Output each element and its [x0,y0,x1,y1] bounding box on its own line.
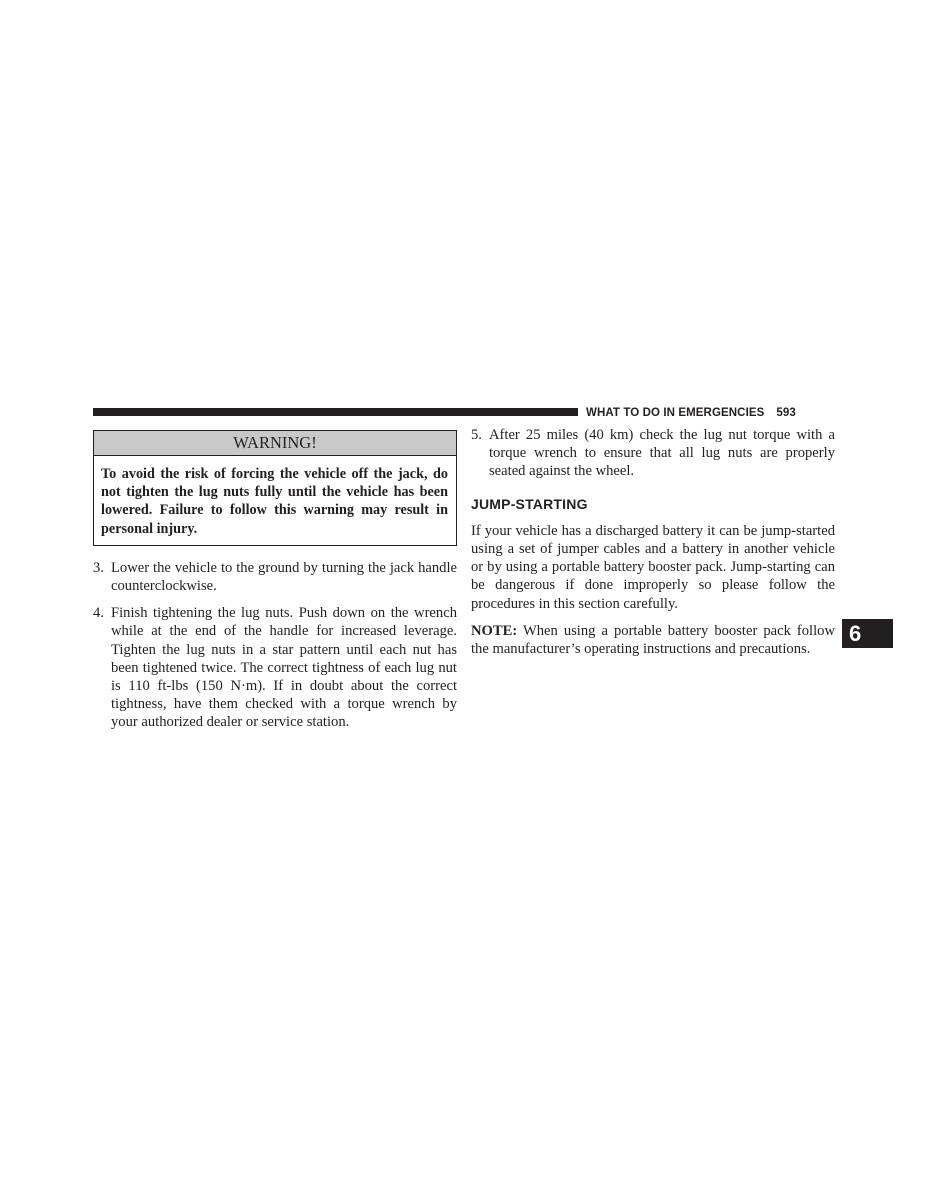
note-text: When using a portable battery booster pack follow the manufacturer’s operating instructions and precautions. [471,622,835,658]
right-column [471,426,835,667]
note-paragraph [471,622,835,658]
warning-body: To avoid the risk of forcing the vehicle off the jack, do not tighten the lug nuts fully until the vehicle has been lowered. Failure to follow this warning may result in personal injury. [101,466,448,537]
warning-title: WARNING! [94,431,456,456]
step-number: 5. [471,427,482,443]
step-text: After 25 miles (40 km) check the lug nut torque with a torque wrench to ensure that all lug nuts are properly seated against the wheel. [489,427,835,480]
jump-starting-paragraph: If your vehicle has a discharged battery it can be jump-started using a set of jumper cables and a battery in another vehicle or by using a portable battery booster pack. Jump-starting can be dangerous if done improperly so please follow the procedures in this section carefully. [471,522,835,612]
running-header [586,404,836,422]
header-rule [93,408,578,416]
section-heading-jump-starting: JUMP-STARTING [471,495,588,512]
left-column [93,430,457,741]
header-section-title: WHAT TO DO IN EMERGENCIES [586,407,765,419]
step-3 [93,559,457,595]
chapter-tab: 6 [842,619,893,648]
page-number: 593 [776,407,796,419]
steps-list-right [471,426,835,481]
step-number: 3. [93,559,104,576]
step-number: 4. [93,605,104,622]
warning-box [93,430,457,546]
steps-list-left [93,559,457,732]
step-text: Lower the vehicle to the ground by turning the jack handle counterclockwise. [111,559,457,595]
step-4 [93,604,457,731]
step-text: Finish tightening the lug nuts. Push down on the wrench while at the end of the handle for increased leverage. Tighten the lug nuts in a star pattern until each nut has been tightened twice. The correct tightness of each lug nut is 110 ft-lbs (150 N·m). If in doubt about the correct tightness, have them checked with a torque wrench by your authorized dealer or service station. [111,605,457,731]
note-label: NOTE: [471,622,518,639]
step-5 [471,426,835,481]
